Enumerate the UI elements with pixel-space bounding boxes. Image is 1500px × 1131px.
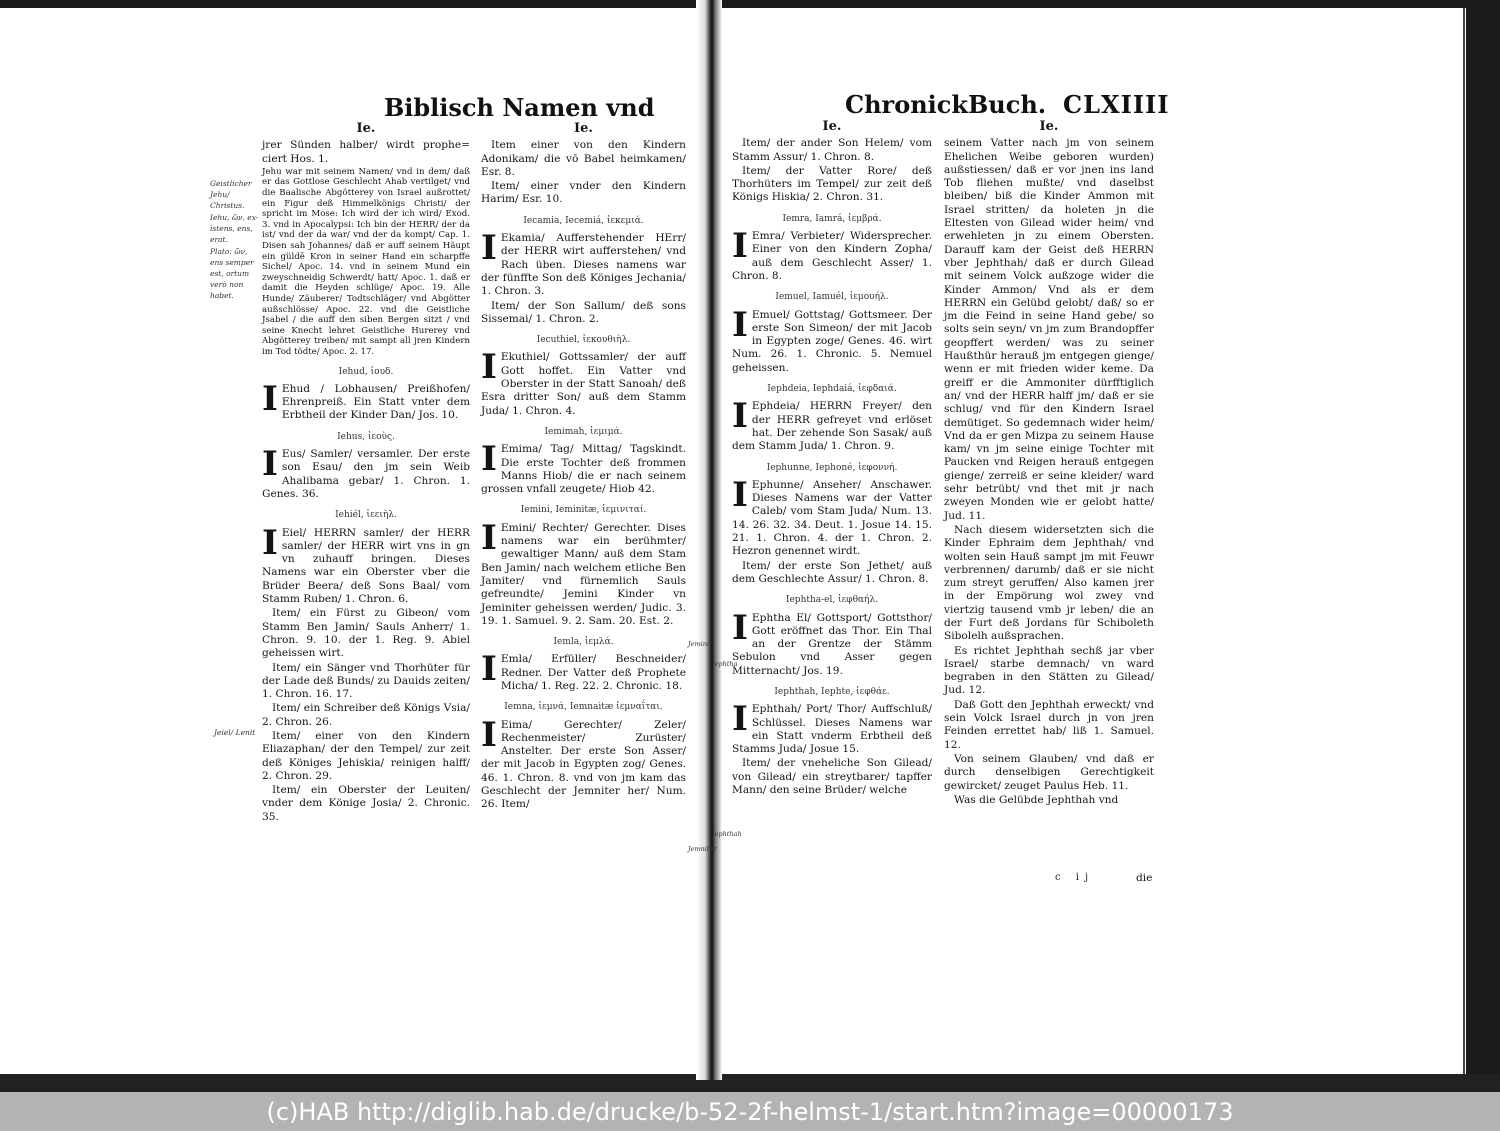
entry-text	[732, 304, 932, 375]
paragraph: Item/ der Vatter Rore/ deß Thorhüters im Tempel/ zur zeit deß Königs Hiskia/ 2. Chron. 31.	[732, 164, 932, 204]
entry-body: Ekuthiel/ Gottssamler/ der auff Gott hoffet. Ein Vatter vnd Oberster in der Statt Sanoah/ deß Esra dritter Son/ auß dem Stamm Juda/ 1. Chron. 4.	[481, 351, 686, 417]
scan-top-edge	[0, 0, 1500, 8]
column-letterhead: Ie.	[822, 119, 842, 134]
entry-text	[732, 226, 932, 283]
paragraph: Item/ einer vnder den Kindern Harim/ Esr. 10.	[481, 180, 686, 206]
column-2	[481, 122, 686, 813]
entry-body: Emini/ Rechter/ Gerechter. Dises namens war ein berühmter/ gewaltiger Mann/ auß dem Stam Ben Jamin/ nach welchem etliche Ben Jamiter/ vnd fürnemlich Sauls gefreundte/ Jemini Kinder vn Jeminiter geheissen werden/ Judic. 3. 19. 1. Samuel. 9. 2. Sam. 20. Est. 2.	[481, 521, 686, 627]
entry-heading: Iephdeia, Iephdaiá, ἰεφδαιά.	[767, 384, 897, 395]
entry-heading: Iemuel, Iamuél, ἰεμουήλ.	[775, 292, 889, 303]
entry-text	[732, 474, 932, 559]
entry-body: Ehud / Lobhausen/ Preißhofen/ Ehrenpreiß. Ein Statt vnter dem Erbtheil der Kinder Dan/ Jos. 10.	[281, 382, 470, 422]
entry-text	[481, 439, 686, 496]
drop-cap: I	[732, 474, 748, 515]
entry-heading: Iemna, ἰεμνά, Iemnaitæ ἰεμναΐται.	[504, 702, 663, 713]
margin-notes-left	[210, 178, 262, 302]
paragraph: Item/ der ander Son Helem/ vom Stamm Assur/ 1. Chron. 8.	[732, 137, 932, 163]
paragraph: Item/ ein Oberster der Leuiten/ vnder dem Könige Josia/ 2. Chronic. 35.	[262, 784, 470, 823]
drop-cap: I	[732, 226, 748, 267]
entry-body: Emla/ Erfüller/ Beschneider/ Redner. Der Vatter deß Prophete Micha/ 1. Reg. 22. 2. Chronic. 18.	[500, 653, 686, 692]
running-head-middle: ChronickBuch.	[845, 90, 1047, 119]
paragraph-jehu-figure: Jehu war mit seinem Namen/ vnd in dem/ daß er das Gottlose Geschlecht Ahab vertilget/ vnd die Baalische Abgötterey von Israel außrottet/ ein Figur deß Himmelkönigs Christi/ der spricht im Mose: Ich wird der ich wird/ Exod. 3. vnd in Apocalypsi: Ich bin der HERR/ der da ist/ vnd der da war/ vnd der da kompt/ Cap. 1. Disen sah Johannes/ daß er auff seinem Häupt ein güldē Kron in seiner Hand ein scharpffe Sichel/ Apoc. 14. vnd in seinem Mund ein zweyschneidig Schwerdt/ hatt/ Apoc. 1. daß er damit die Heyden schlüge/ Apoc. 19. Alle Hunde/ Zäuberer/ Todtschläger/ vnd Abgötter außschlösse/ Apoc. 22. vnd die Geistliche Jsabel / die auff den siben Bergen sitzt / vnd seine Knecht lehret Geistliche Hurerey vnd Abgötterey treiben/ mit sampt all jren Kindern im Tod tödte/ Apoc. 2. 17.	[262, 166, 470, 357]
entry-heading: Iemimah, ἰεμιμά.	[544, 426, 623, 437]
paragraph: Item/ ein Schreiber deß Königs Vsia/ 2. Chron. 26.	[262, 702, 470, 728]
margin-note-jemini: Jemini	[688, 640, 709, 648]
entry-body: Ephtha El/ Gottsport/ Gottsthor/ Gott eröffnet das Thor. Ein Thal an der Grentze der Stämm Sebulon vnd Asser gegen Mitternacht/ Jos. 19.	[732, 611, 932, 677]
footer-text: (c)HAB http://diglib.hab.de/drucke/b-52-2f-helmst-1/start.htm?image=00000173	[266, 1097, 1234, 1126]
entry-heading: Iecamia, Iecemiá, ἰεκεμιά.	[523, 215, 644, 226]
drop-cap: I	[262, 522, 278, 563]
column-1	[262, 122, 470, 825]
paragraph: Item/ einer von den Kindern Eliazaphan/ der den Tempel/ zur zeit deß Königes Jehiskia/ reinigen halff/ 2. Chron. 29.	[262, 730, 470, 782]
paragraph: Von seinem Glauben/ vnd daß er durch denselbigen Gerechtigkeit gewircket/ zeuget Paulus Heb. 11.	[944, 752, 1154, 792]
drop-cap: I	[262, 444, 278, 485]
entry-text	[481, 228, 686, 298]
entry-body: Ephdeia/ HERRN Freyer/ den der HERR gefreyet vnd erlöset hat. Der zehende Son Sasak/ auß dem Stamm Juda/ 1. Chron. 9.	[732, 400, 932, 453]
paragraph: Item einer von den Kindern Adonikam/ die vō Babel heimkamen/ Esr. 8.	[481, 139, 686, 178]
entry-text	[262, 444, 470, 501]
column-letterhead: Ie.	[356, 121, 376, 136]
paragraph: Was die Gelübde Jephthah vnd	[954, 793, 1119, 806]
entry-heading: Iephunne, Iephoné, ἰεφοννή.	[766, 462, 898, 473]
entry-body: Ephunne/ Anseher/ Anschawer. Dieses Namens war der Vatter Caleb/ vom Stam Juda/ Num. 13. 14. 26. 32. 34. Deut. 1. Josue 14. 15. 21. 1. Chron. 4. der 1. Chron. 2. Hezron genennet wirdt.	[732, 478, 932, 558]
entry-heading: Iecuthiel, ἰεκουθιὴλ.	[536, 335, 631, 346]
drop-cap: I	[732, 699, 748, 740]
entry-body: Eiel/ HERRN samler/ der HERR samler/ der HERR wirt vns in gn vn zuhauff bringen. Dieses Namens war ein Oberster vber die Brüder Beera/ deß Sons Baal/ vom Stamm Ruben/ 1. Chron. 6.	[262, 526, 470, 606]
scan-right-edge	[1466, 0, 1500, 1092]
margin-note: Plato: ὤν, ens semper est, ortum verò non habet.	[210, 247, 254, 300]
paragraph: Daß Gott den Jephthah erweckt/ vnd sein Volck Israel durch jn von jren Feinden errettet hab/ liß 1. Samuel. 12.	[944, 698, 1154, 751]
entry-heading: Iephthah, Iephte, ἰεφθάε.	[774, 686, 890, 697]
signature-mark: c ij	[1055, 872, 1095, 883]
entry-text	[732, 607, 932, 678]
drop-cap: I	[481, 439, 497, 480]
entry-text	[732, 699, 932, 756]
entry-heading: Iemla, ἰεμλά.	[553, 637, 614, 648]
entry-body: Eima/ Gerechter/ Zeler/ Rechenmeister/ Zurüster/ Anstelter. Der erste Son Asser/ der mit Jacob in Egypten zog/ Genes. 46. 1. Chron. 8. vnd von jm kam das Geschlecht der Jemniter her/ Num. 26. Item/	[481, 718, 686, 811]
entry-heading: Iehiél, ἰεειὴλ.	[335, 510, 397, 521]
column-3	[732, 120, 932, 798]
entry-heading: Iemra, Iamrá, ἰεμβρά.	[782, 213, 882, 224]
drop-cap: I	[732, 607, 748, 648]
entry-body: Eus/ Samler/ versamler. Der erste son Esau/ den jm sein Weib Ahalibama gebar/ 1. Chron. 1. Genes. 36.	[262, 448, 470, 500]
entry-body: Ephthah/ Port/ Thor/ Auffschluß/ Schlüssel. Dieses Namens war ein Statt vnderm Erbtheil deß Stamms Juda/ Josue 15.	[732, 703, 932, 756]
entry-body: Emra/ Verbieter/ Widersprecher. Einer von den Kindern Zopha/ auß dem Geschlecht Asser/ 1. Chron. 8.	[732, 230, 932, 282]
paragraph: Item/ der Son Sallum/ deß sons Sissemai/ 1. Chron. 2.	[481, 299, 686, 325]
catchword: die	[1136, 872, 1153, 884]
margin-note-jephthah: Jephthah	[712, 830, 742, 838]
entry-body: Emuel/ Gottstag/ Gottsmeer. Der erste Son Simeon/ der mit Jacob in Egypten zoge/ Genes. 46. wirt Num. 26. 1. Chronic. 5. Nemuel geheissen.	[732, 308, 932, 374]
entry-text	[262, 378, 470, 423]
margin-note: Geistlicher Jehu/ Christus.	[210, 179, 252, 210]
column-4	[944, 120, 1154, 808]
entry-body: Emima/ Tag/ Mittag/ Tagskindt. Die erste Tochter deß frommen Manns Hiob/ die er nach seinem grossen vnfall zeugete/ Hiob 42.	[481, 443, 686, 496]
running-head-left: Biblisch Namen vnd	[384, 93, 655, 122]
drop-cap: I	[481, 714, 497, 755]
drop-cap: I	[481, 649, 497, 690]
entry-heading: Iehus, ἰεοὺς.	[337, 431, 395, 442]
entry-heading: Iephtha-el, ἰεφθαήλ.	[785, 595, 879, 606]
column-letterhead: Ie.	[1039, 119, 1059, 134]
entry-text	[481, 517, 686, 628]
entry-text	[732, 396, 932, 453]
drop-cap: I	[732, 304, 748, 345]
page-edge-line	[1463, 8, 1465, 1074]
drop-cap: I	[481, 347, 497, 388]
entry-text	[481, 649, 686, 693]
margin-note-jeiel: Jeiel/ Lenit	[214, 728, 256, 737]
entry-text	[262, 522, 470, 607]
paragraph: seinem Vatter nach jm von seinem Ehelichen Weibe geboren wurden) außstiessen/ daß er vor jnen ins land Tob fliehen mußte/ vnd daselbst bleiben/ biß die Kinder Ammon mit Israel stritten/ da holeten jn die Eltesten von Gilead wider heim/ vnd erwehleten jn zu einem Obersten. Darauff kam der Geist deß HERRN vber Jephthah/ daß er durch Gilead mit seinem Volck außzoge wider die Kinder Ammon/ Vnd als er dem HERRN ein Gelübd gelobt/ daß/ so er jm die Feind in seine Hand gebe/ so solts sein seyn/ vn jm zum Brandopffer geopffert werden/ was zu seiner Haußthür herauß jm entgegen gienge/ wenn er mit frieden wider keme. Da greiff er die Ammoniter dürfftiglich an/ vnd der HERR halff jm/ daß er sie schlug/ vnd für den Kindern Israel demütiget. So gedemnach wider heim/ Vnd da er gen Mizpa zu seinem Hause kam/ vn jm seine einige Tochter mit Paucken vnd Reigen herauß entgegen gienge/ zerreiß er seine kleider/ ward sehr betrübt/ vnd thet mit jr nach zweyen Monden wie er gelobt hatte/ Jud. 11.	[944, 137, 1154, 522]
paragraph: Item/ der erste Son Jethet/ auß dem Geschlechte Assur/ 1. Chron. 8.	[732, 559, 932, 585]
folio-number: CLXIIII	[1063, 90, 1170, 119]
paragraph: Es richtet Jephthah sechß jar vber Israel/ starbe demnach/ vn ward begraben in den Stätten zu Gilead/ Jud. 12.	[944, 644, 1154, 697]
margin-note-jemniter: Jemniter	[688, 845, 717, 853]
drop-cap: I	[262, 378, 278, 419]
paragraph: Item/ der vneheliche Son Gilead/ von Gilead/ ein streytbarer/ tapffer Mann/ den seine Brüder/ welche	[732, 757, 932, 797]
paragraph: Item/ ein Fürst zu Gibeon/ vom Stamm Ben Jamin/ Sauls Anherr/ 1. Chron. 9. 10. der 1. Reg. 9. Abiel geheissen wirt.	[262, 607, 470, 660]
drop-cap: I	[481, 228, 497, 269]
paragraph: Item/ ein Sänger vnd Thorhüter für der Lade deß Bunds/ zu Dauids zeiten/ 1. Chron. 16. 17.	[262, 661, 470, 701]
drop-cap: I	[732, 396, 748, 437]
margin-note: Iehu, ὤν, ex-istens, ens, erat.	[210, 213, 259, 244]
drop-cap: I	[481, 517, 497, 558]
entry-text	[481, 347, 686, 417]
entry-heading: Iehud, ἰουδ.	[338, 366, 394, 377]
entry-heading: Iemini, Ieminitæ, ἰεμινιταί.	[520, 505, 647, 516]
column-letterhead: Ie.	[574, 121, 593, 136]
scan-bottom-edge	[0, 1074, 1500, 1092]
entry-text	[481, 714, 686, 812]
paragraph: Nach diesem widersetzten sich die Kinder Ephraim dem Jephthah/ vnd wolten sein Hauß sampt jm mit Feuwr verbrennen/ darumb/ daß er sie nicht zum streyt geruffen/ Also kamen jrer in der Empörung wol zwey vnd viertzig tausend vmb jr leben/ die an der Furt deß Jordans für Schiboleth Sibolelh außsprachen.	[944, 523, 1154, 643]
margin-note-jephtha: Jephtha	[712, 660, 738, 668]
entry-body: Ekamia/ Aufferstehender HErr/ der HERR wirt aufferstehen/ vnd Rach üben. Dieses namens war der fünffte Son deß Königes Jechania/ 1. Chron. 3.	[481, 232, 686, 298]
copyright-footer	[0, 1092, 1500, 1131]
paragraph: jrer Sünden halber/ wirdt prophe= ciert Hos. 1.	[262, 139, 470, 165]
book-gutter	[696, 0, 722, 1080]
